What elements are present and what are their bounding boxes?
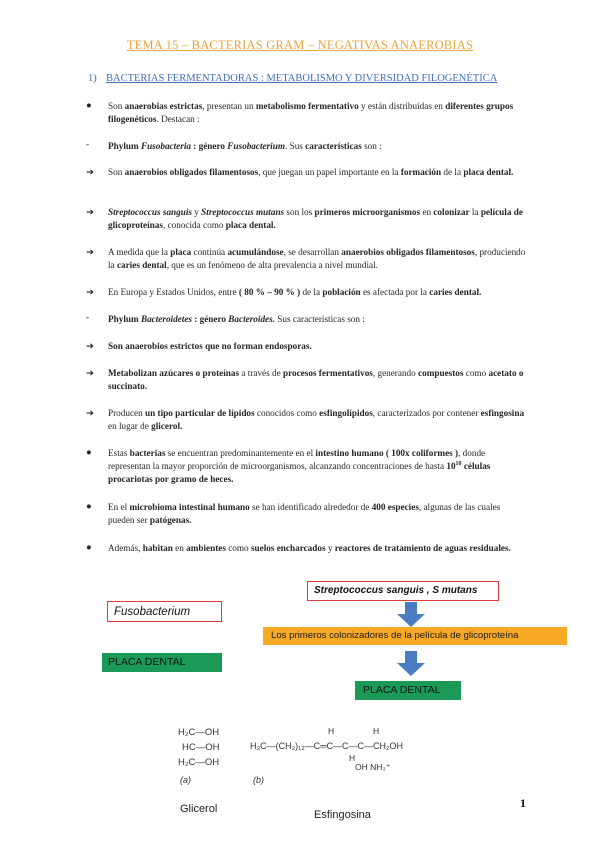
- bullet-marker: ●: [86, 543, 92, 553]
- paragraph-filamentosos: Son anaerobios obligados filamentosos, que juegan un papel importante en la formación de la placa dental.: [108, 167, 514, 177]
- paragraph-endosporas: Son anaerobios estrictos que no forman endosporas.: [108, 341, 312, 351]
- down-arrow-icon: [396, 602, 426, 628]
- label-b: (b): [253, 775, 264, 785]
- paragraph-caries: A medida que la placa continúa acumulándose, se desarrollan anaerobios obligados filamentosos, produciendo la caries dental, que es un fenómeno de alta prevalencia a nivel mundial.: [108, 247, 526, 270]
- esfingosina-oh: OH: [355, 762, 368, 772]
- esfingosina-substituents: [355, 762, 390, 773]
- paragraph-anaerobias: Son anaerobias estrictas, presentan un metabolismo fermentativo y están distribuidas en diferentes grupos filogenéticos. Destacan :: [108, 101, 514, 124]
- arrow-marker: ➔: [86, 248, 94, 258]
- glicerol-row: H₂C—OH: [178, 727, 220, 738]
- arrow-marker: ➔: [86, 208, 94, 218]
- paragraph-microbioma: En el microbioma intestinal humano se han identificado alrededor de 400 especies, algunas de las cuales pueden ser patógenas.: [108, 502, 501, 525]
- esfingosina-chain: H₃C—(CH₂)₁₂—C═C—C—C—CH₂OH: [250, 741, 404, 751]
- arrow-marker: ➔: [86, 168, 94, 178]
- streptococcus-box: Streptococcus sanguis , S mutans: [307, 581, 499, 601]
- dash-marker: -: [86, 313, 90, 323]
- caption-esfingosina: Esfingosina: [314, 809, 371, 821]
- bullet-marker: ●: [86, 448, 92, 458]
- placa-dental-box: PLACA DENTAL: [355, 681, 461, 700]
- down-arrow-icon: [396, 651, 426, 677]
- bullet-marker: ●: [86, 502, 92, 512]
- paragraph-metabolizan: Metabolizan azúcares o proteínas a través de procesos fermentativos, generando compuestos como acetato o succinato.: [108, 368, 524, 391]
- paragraph-habitan: Además, habitan en ambientes como suelos encharcados y reactores de tratamiento de aguas residuales.: [108, 543, 511, 553]
- page-title: TEMA 15 – BACTERIAS GRAM – NEGATIVAS ANAEROBIAS: [126, 38, 474, 52]
- glicerol-structure: [178, 725, 219, 770]
- esfingosina-nh3: NH₃⁺: [370, 762, 391, 772]
- arrow-marker: ➔: [86, 288, 94, 298]
- colonizers-box: Los primeros colonizadores de la película de glicoproteína: [263, 627, 567, 645]
- paragraph-streptococcus: Streptococcus sanguis y Streptococcus mutans son los primeros microorganismos en colonizar la película de glicoproteínas, conocida como placa dental.: [108, 207, 523, 230]
- glicerol-row: HC—OH: [182, 742, 220, 753]
- section-number: 1): [88, 73, 97, 84]
- arrow-marker: ➔: [86, 409, 94, 419]
- dash-marker: -: [86, 140, 90, 150]
- esfingosina-h-bottom: H: [349, 753, 356, 763]
- section-label: BACTERIAS FERMENTADORAS : METABOLISMO Y DIVERSIDAD FILOGENÉTICA: [106, 73, 498, 84]
- page-number: 1: [520, 796, 526, 810]
- arrow-marker: ➔: [86, 342, 94, 352]
- fusobacterium-box: Fusobacterium: [107, 601, 222, 622]
- paragraph-phylum-bacteroidetes: Phylum Bacteroidetes : género Bacteroides. Sus características son :: [108, 314, 365, 324]
- esfingosina-h-top-1: H: [328, 726, 335, 736]
- glicerol-row: H₂C—OH: [178, 757, 220, 768]
- arrow-marker: ➔: [86, 369, 94, 379]
- paragraph-intestino: Estas bacterias se encuentran predominantemente en el intestino humano ( 100x coliformes ), donde representan la mayor proporción de microorganismos, alcanzando concentraciones de hasta $10^{10}$ células procariotas por gramo de heces.: [108, 448, 491, 484]
- esfingosina-h-top-2: H: [373, 726, 380, 736]
- caption-glicerol: Glicerol: [180, 803, 218, 815]
- label-a: (a): [180, 775, 191, 785]
- paragraph-europa: En Europa y Estados Unidos, entre ( 80 % – 90 % ) de la población es afectada por la caries dental.: [108, 287, 482, 297]
- bullet-marker: ●: [86, 101, 92, 111]
- placa-dental-box: PLACA DENTAL: [102, 653, 222, 672]
- paragraph-lipidos: Producen un tipo particular de lípidos conocidos como esfingolípidos, caracterizados por contener esfingosina en lugar de glicerol.: [108, 408, 525, 431]
- section-heading: [88, 73, 497, 84]
- paragraph-phylum-fusobacteria: Phylum Fusobacteria : género Fusobacterium. Sus características son :: [108, 141, 382, 151]
